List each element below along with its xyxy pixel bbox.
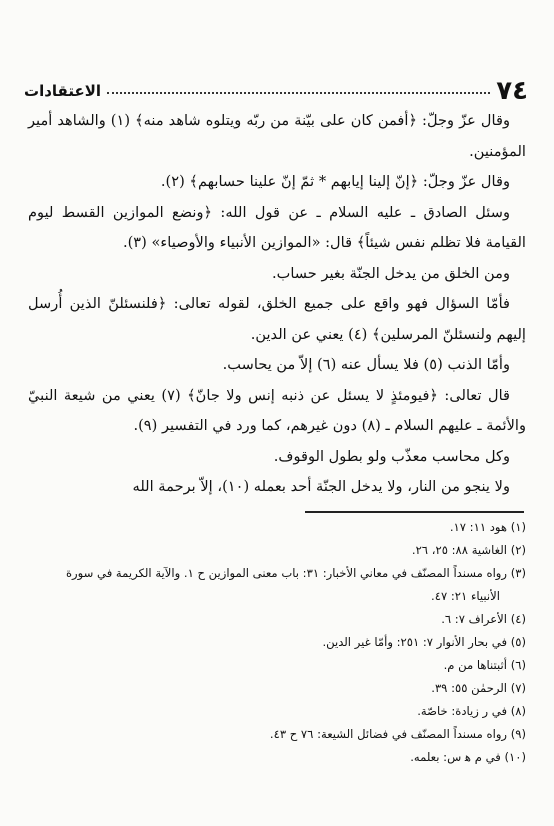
footnote-text: الغاشية ٨٨: ٢٥، ٢٦. <box>411 543 508 557</box>
footnote <box>26 562 526 585</box>
footnote <box>26 723 526 746</box>
page-number: ٧٤ <box>496 76 528 106</box>
footnote <box>26 608 526 631</box>
footnote-number: (٣) <box>510 566 526 580</box>
footnote-number: (٩) <box>510 727 526 741</box>
main-text <box>28 106 526 503</box>
page-header <box>24 68 528 104</box>
footnote <box>26 700 526 723</box>
footnote-continuation: الأنبياء ٢١: ٤٧. <box>431 589 500 603</box>
footnote-text: هود ١١: ١٧. <box>449 520 508 534</box>
paragraph: ومن الخلق من يدخل الجنّة بغير حساب. <box>271 264 510 282</box>
footnote-number: (٤) <box>510 612 526 626</box>
footnote-text: الأعراف ٧: ٦. <box>441 612 508 626</box>
footnote-number: (١٠) <box>504 750 526 764</box>
footnote-text: الرحمٰن ٥٥: ٣٩. <box>431 681 508 695</box>
paragraph: ولا ينجو من النار، ولا يدخل الجنّة أحد بعمله (١٠)، إلاّ برحمة الله <box>132 478 510 495</box>
paragraph: وأمّا الذنب (٥) فلا يسأل عنه (٦) إلاّ من يحاسب. <box>222 356 510 373</box>
paragraph: وكل محاسب معذّب ولو بطول الوقوف. <box>273 447 510 465</box>
footnote-text: أثبتناها من م. <box>443 658 508 672</box>
paragraph: فأمّا السؤال فهو واقع على جميع الخلق، لقوله تعالى: ﴿فلنسئلنّ الذين أُرسل إليهم ولنسئلنّ المرسلين﴾ (٤) يعني عن الدين. <box>28 295 526 343</box>
footnote <box>26 746 526 769</box>
footnote <box>26 516 526 539</box>
footnotes <box>26 516 526 769</box>
footnote <box>26 654 526 677</box>
footnote-text: في ر زيادة: خاصّة. <box>417 704 508 718</box>
footnote-text: في م ﻫ س: بعلمه. <box>410 750 501 764</box>
paragraph: قال تعالى: ﴿فيومئذٍ لا يسئل عن ذنبه إنس ولا جانّ﴾ (٧) يعني من شيعة النبيّ والأئمة ـ عليهم السلام ـ (٨) دون غيرهم، كما ورد في التفسير (٩). <box>28 386 526 434</box>
header-dotted-leader <box>107 91 490 94</box>
footnote <box>26 677 526 700</box>
paragraph: وسئل الصادق ـ عليه السلام ـ عن قول الله: ﴿ونضع الموازين القسط ليوم القيامة فلا تظلم نفس شيئاً﴾ قال: «الموازين الأنبياء والأوصياء» (٣). <box>28 203 526 251</box>
footnote-number: (٦) <box>510 658 526 672</box>
paragraph: وقال عزّ وجلّ: ﴿أفمن كان على بيّنة من ربّه ويتلوه شاهد منه﴾ (١) والشاهد أمير المؤمنين. <box>28 112 526 160</box>
footnote-text: رواه مسنداً المصنّف في معاني الأخبار: ٣١: باب معنى الموازين ح ١. والآية الكريمة في سورة <box>65 566 508 580</box>
footnote-number: (٧) <box>510 681 526 695</box>
footnote-separator <box>305 511 524 513</box>
footnote-text: في بحار الأنوار ٧: ٢٥١: وأمّا غير الدين. <box>322 635 508 649</box>
footnote-text: رواه مسنداً المصنّف في فضائل الشيعة: ٧٦ ح ٤٣. <box>269 727 508 741</box>
footnote-number: (١) <box>510 520 526 534</box>
running-title: الاعتقادات <box>24 82 102 100</box>
paragraph: وقال عزّ وجلّ: ﴿إنّ إلينا إيابهم * ثمّ إنّ علينا حسابهم﴾ (٢). <box>160 173 510 190</box>
footnote-number: (٢) <box>510 543 526 557</box>
footnote <box>26 631 526 654</box>
footnote-number: (٥) <box>510 635 526 649</box>
footnote <box>26 539 526 562</box>
footnote-number: (٨) <box>510 704 526 718</box>
